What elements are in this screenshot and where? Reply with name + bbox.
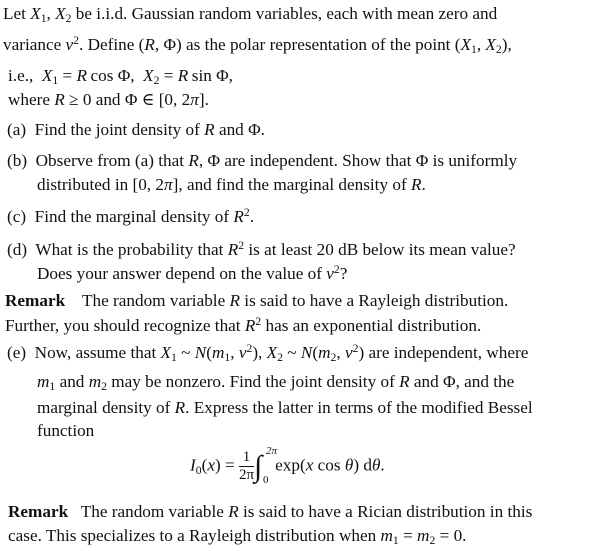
remark-1-line-1: Remark The random variable R is said to have a Rayleigh distribution. <box>5 291 509 310</box>
part-b-line-1: (b) Observe from (a) that R, Φ are independent. Show that Φ is uniformly <box>7 151 518 170</box>
remark-2-line-2: case. This specializes to a Rayleigh distribution when $m_1 = m_2 = 0$. <box>8 526 467 548</box>
part-e-line-1: (e) Now, assume that $X_1$ ~ $N(m_1$, $\nu^2$), $X_2$ ~ $N(m_2$, $\nu^2$) are independent, where <box>7 342 529 365</box>
part-e-line-2: $m_1$ and $m_2$ may be nonzero. Find the joint density of R and Φ, and the <box>37 372 515 394</box>
part-a: (a) Find the joint density of R and Φ. <box>7 120 265 139</box>
remark-2-line-1: Remark The random variable R is said to have a Rician distribution in this <box>8 502 533 521</box>
intro-line-4: where R ≥ 0 and Φ ∈ [0, 2π]. <box>8 90 209 109</box>
intro-line-2: variance $\nu^2$. Define (R, Φ) as the polar representation of the point ($X_1$, $X_2$), <box>3 34 512 57</box>
remark-1-line-2: Further, you should recognize that $R^2$ has an exponential distribution. <box>5 315 482 335</box>
intro-line-3: i.e., $X_1 = R$ cos Φ, $X_2 = R$ sin Φ, <box>8 66 233 88</box>
part-b-line-2: distributed in [0, 2π], and find the marginal density of R. <box>37 175 426 194</box>
bessel-formula: $I_0(x)$ = $\frac{1}{2\pi}$ ∫ 2π 0 exp(x cos θ) dθ. <box>190 444 385 486</box>
part-c: (c) Find the marginal density of $R^2$. <box>7 206 255 226</box>
part-e-line-3: marginal density of R. Express the latter in terms of the modified Bessel <box>37 398 533 417</box>
intro-line-1: Let $X_1$, $X_2$ be i.i.d. Gaussian random variables, each with mean zero and <box>3 4 498 26</box>
part-d-line-1: (d) What is the probability that $R^2$ is at least 20 dB below its mean value? <box>7 239 516 259</box>
part-e-line-4: function <box>37 421 95 440</box>
part-d-line-2: Does your answer depend on the value of $\nu^2$? <box>37 263 348 283</box>
integral-sign: ∫ 2π 0 <box>254 444 278 486</box>
fraction: $\frac{1}{2\pi}$ <box>238 449 255 483</box>
